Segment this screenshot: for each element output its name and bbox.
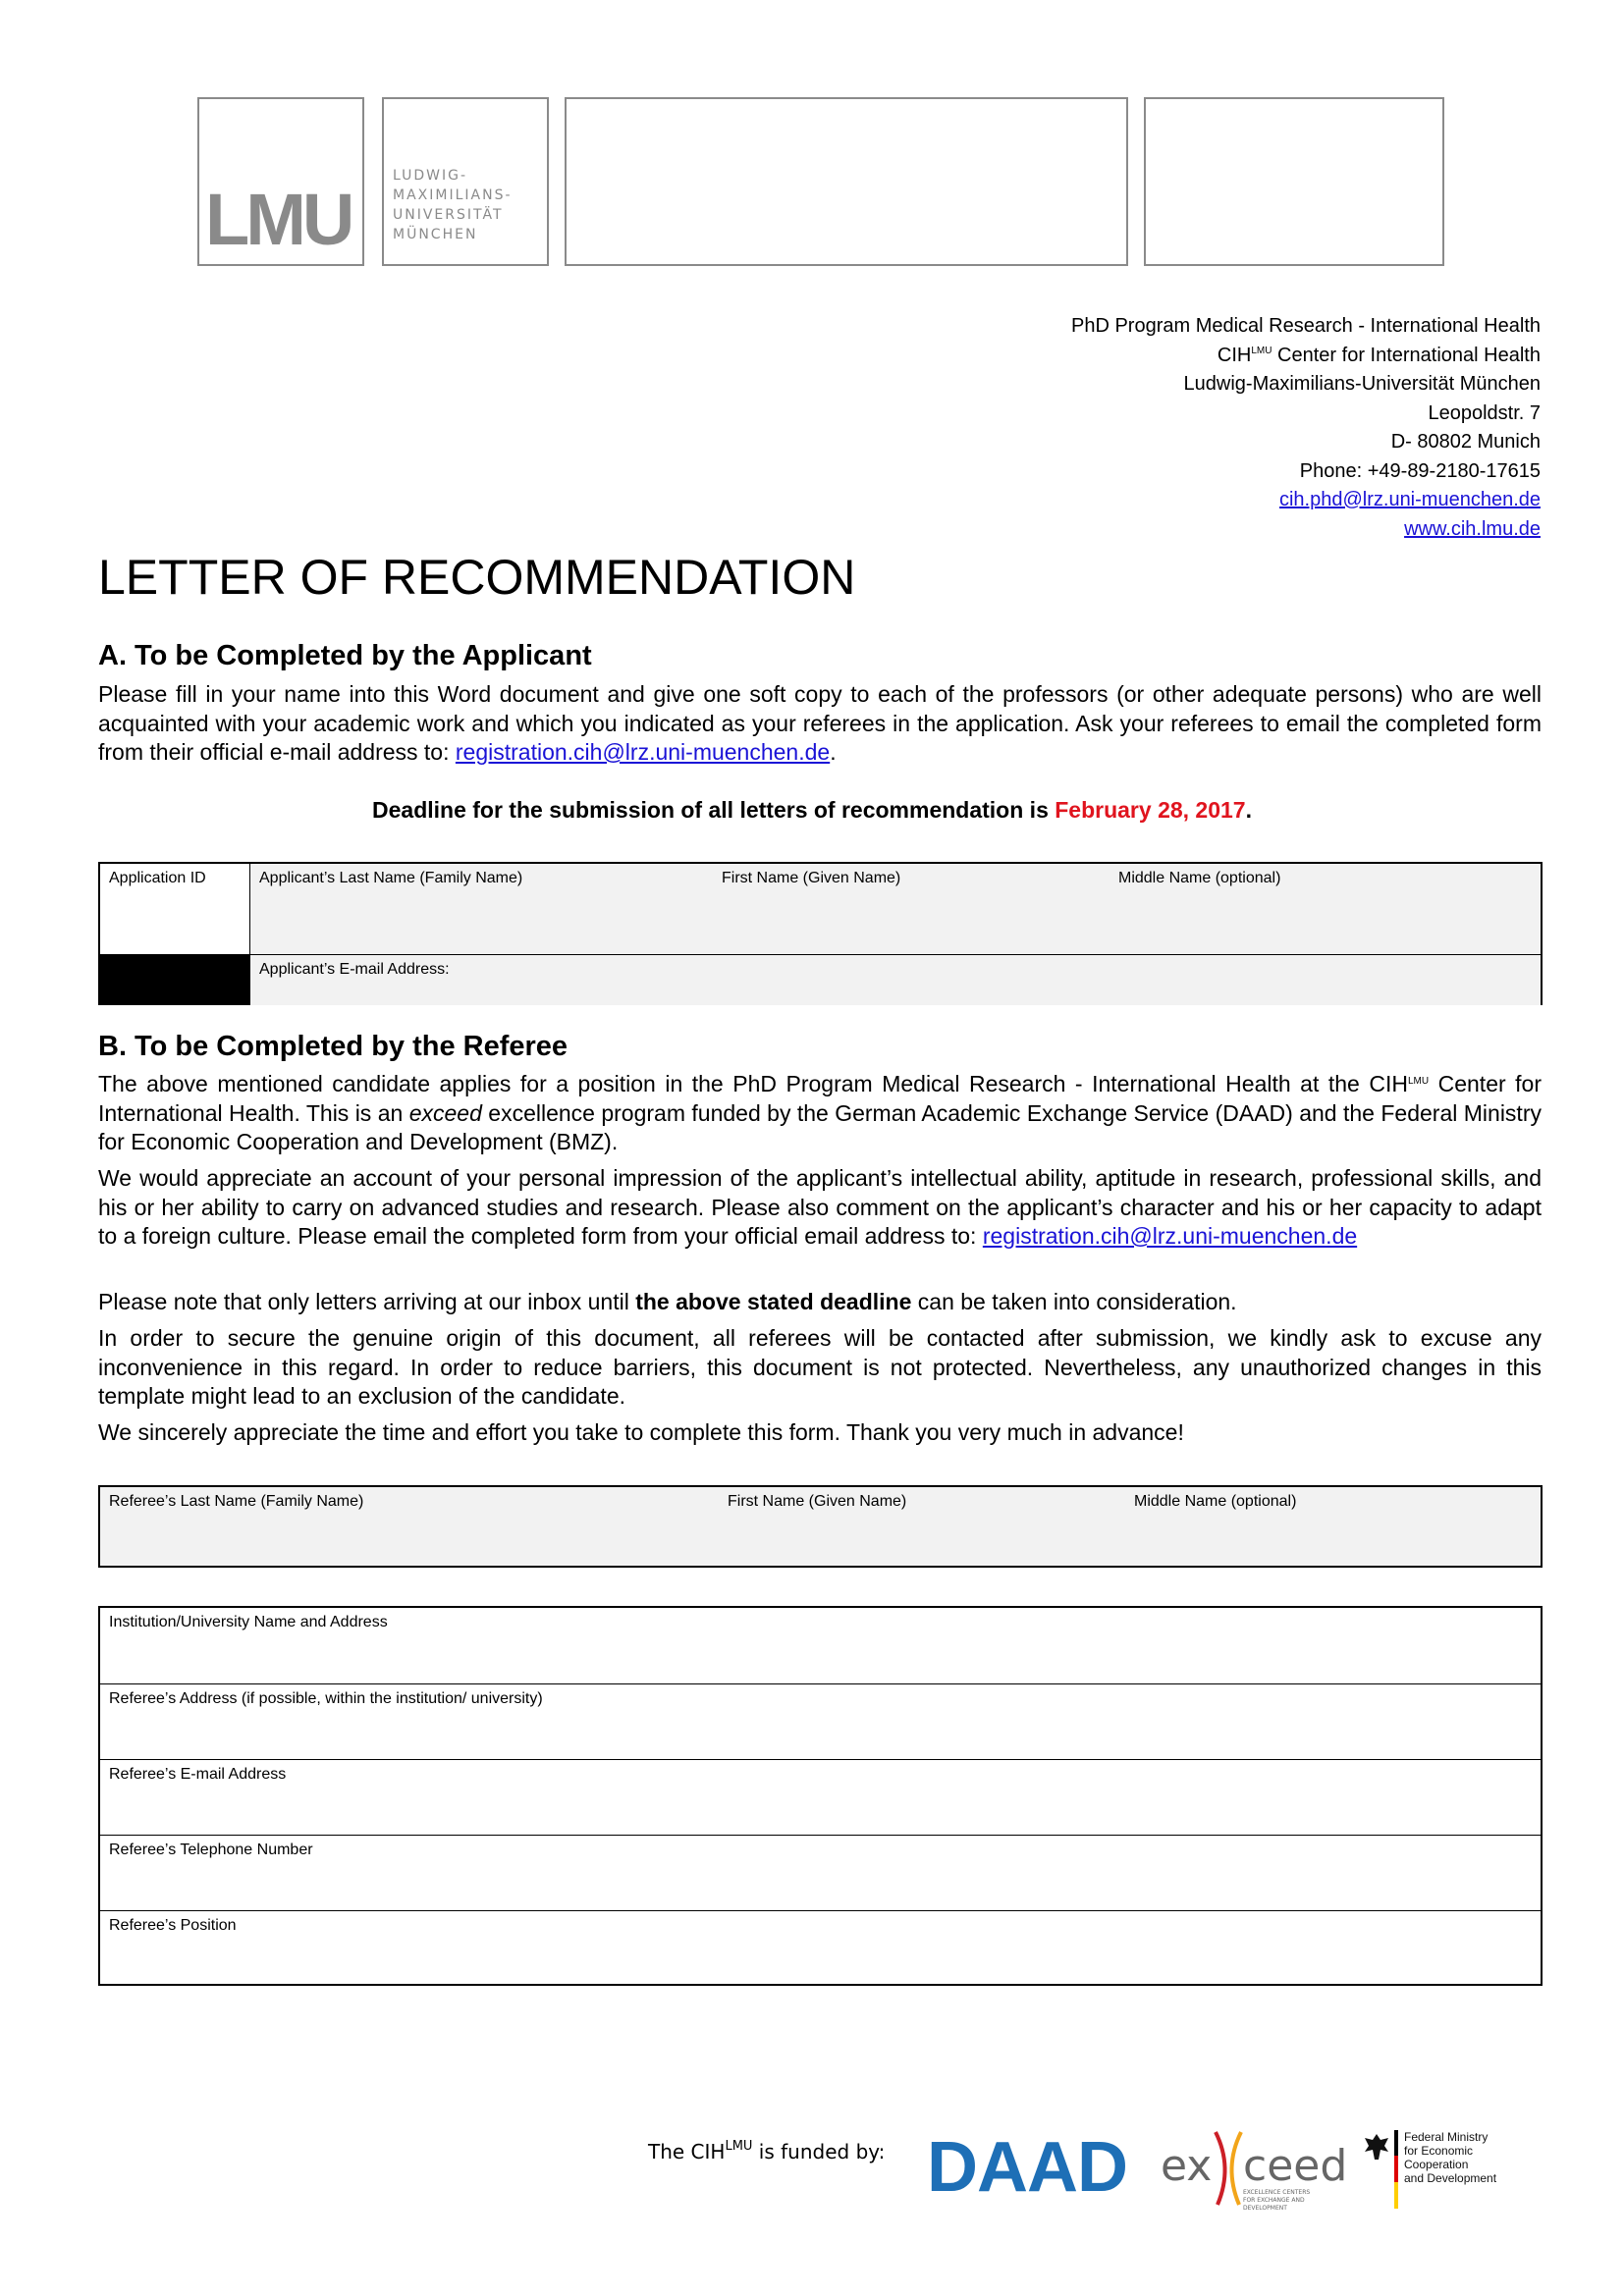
address-block [1071, 312, 1541, 544]
p3-bold: the above stated deadline [635, 1289, 912, 1314]
address-center [1071, 342, 1541, 371]
address-university: Ludwig-Maximilians-Universität München [1183, 373, 1541, 395]
section-a-intro [98, 680, 1542, 768]
application-id-blackout [100, 954, 249, 1005]
referee-last-name-label: Referee’s Last Name (Family Name) [109, 1493, 364, 1510]
exceed-logo-swoosh [1212, 2128, 1245, 2207]
p1-sup: LMU [1407, 1076, 1430, 1087]
referee-phone-label: Referee’s Telephone Number [109, 1842, 313, 1858]
logo-line: MÜNCHEN [393, 227, 478, 242]
section-b-paragraph-2 [98, 1164, 1542, 1252]
referee-details-form [98, 1606, 1543, 1986]
funded-sup: LMU [725, 2139, 753, 2154]
p4-text: In order to secure the genuine origin of this document, all referees will be contacted after submission, we kindly ask to excuse any inconvenience in this regard. In order to reduce barriers, this document is not protected. Nevertheless, any unauthorized changes in this template might lead to an exclusion of the candidate. [98, 1325, 1542, 1409]
lmu-logo-words [393, 166, 513, 244]
deadline-end: . [1245, 797, 1252, 823]
registration-email-link[interactable]: registration.cih@lrz.uni-muenchen.de [455, 739, 831, 765]
referee-middle-name-label: Middle Name (optional) [1134, 1493, 1297, 1510]
exceed-sub-line: FOR EXCHANGE AND DEVELOPMENT [1243, 2197, 1305, 2212]
p1-text-c: excellence program funded by the German Academic Exchange Service (DAAD) and the Federal Ministry for Economic Cooperation and Development (BMZ). [98, 1099, 1542, 1154]
referee-email-label: Referee’s E-mail Address [109, 1766, 287, 1783]
p3-text-b: can be taken into consideration. [911, 1289, 1237, 1314]
center-suffix: Center for International Health [1272, 344, 1541, 366]
bmz-logo [1363, 2128, 1540, 2211]
referee-first-name-label: First Name (Given Name) [728, 1493, 907, 1510]
applicant-first-name-label: First Name (Given Name) [722, 870, 901, 886]
referee-phone-field[interactable] [100, 1835, 1541, 1910]
referee-middle-name-field[interactable] [1125, 1487, 1541, 1566]
lmu-logo-mark [197, 97, 364, 266]
applicant-middle-name-label: Middle Name (optional) [1118, 870, 1281, 886]
applicant-last-name-label: Applicant’s Last Name (Family Name) [259, 870, 523, 886]
address-city: D- 80802 Munich [1390, 431, 1541, 453]
empty-logo-box-wide [565, 97, 1128, 266]
referee-email-link[interactable]: registration.cih@lrz.uni-muenchen.de [982, 1223, 1358, 1249]
bmz-line: for Economic Cooperation [1404, 2144, 1474, 2171]
referee-name-form [98, 1485, 1543, 1568]
address-email-link[interactable]: cih.phd@lrz.uni-muenchen.de [1278, 489, 1541, 510]
applicant-form [98, 862, 1543, 1005]
bmz-line: and Development [1404, 2171, 1497, 2185]
referee-position-label: Referee’s Position [109, 1917, 237, 1934]
center-sup: LMU [1251, 345, 1272, 356]
p3-text-a: Please note that only letters arriving at our inbox until [98, 1289, 636, 1314]
address-program: PhD Program Medical Research - International Health [1071, 315, 1541, 337]
section-b-heading: B. To be Completed by the Referee [98, 1031, 568, 1062]
applicant-email-field[interactable] [249, 954, 1541, 1005]
lmu-logo-wordmark [382, 97, 549, 266]
application-id-label: Application ID [109, 870, 206, 886]
intro-end: . [830, 739, 837, 765]
exceed-logo-text-a: ex [1161, 2141, 1213, 2191]
referee-address-field[interactable] [100, 1683, 1541, 1759]
p1-exceed: exceed [408, 1099, 482, 1126]
german-flag-bar [1394, 2130, 1398, 2209]
exceed-sub-line: EXCELLENCE CENTERS [1243, 2189, 1311, 2196]
referee-last-name-field[interactable] [100, 1487, 719, 1566]
logo-line: UNIVERSITÄT [393, 207, 504, 223]
address-street: Leopoldstr. 7 [1428, 401, 1541, 424]
p1-text-b: Center for International Health. This is an [98, 1071, 1542, 1126]
funded-by-text [648, 2140, 885, 2163]
deadline-date: February 28, 2017 [1055, 797, 1246, 823]
bmz-logo-text [1404, 2130, 1540, 2185]
referee-first-name-field[interactable] [719, 1487, 1125, 1566]
exceed-logo-text-b: ceed [1243, 2141, 1348, 2191]
intro-text: Please fill in your name into this Word document and give one soft copy to each of the professors (or other adequate persons) who are well acquainted with your academic work and which you indicated as your referees in the application. Ask your referees to email the completed form from their official e-mail address to: [98, 681, 1542, 765]
institution-field[interactable] [100, 1608, 1541, 1683]
section-b-paragraph-3 [98, 1288, 1542, 1317]
applicant-last-name-field[interactable] [249, 864, 713, 954]
exceed-logo-subtitle [1243, 2189, 1347, 2213]
deadline-notice [0, 797, 1624, 824]
funded-prefix: The CIH [648, 2140, 726, 2163]
section-a-heading: A. To be Completed by the Applicant [98, 640, 592, 671]
applicant-middle-name-field[interactable] [1110, 864, 1541, 954]
logo-line: MAXIMILIANS- [393, 187, 513, 203]
daad-logo: DAAD [927, 2128, 1127, 2207]
applicant-first-name-field[interactable] [713, 864, 1110, 954]
application-id-field[interactable] [100, 864, 249, 954]
address-phone: Phone: +49-89-2180-17615 [1299, 459, 1541, 482]
p2-text: We would appreciate an account of your personal impression of the applicant’s intellectual ability, aptitude in research, professional skills, and his or her ability to carry on advanced studies and research. Please also comment on the applicant’s character and his or her capacity to adapt to a foreign culture. Please email the completed form from your official email address to: [98, 1165, 1542, 1249]
address-web-link[interactable]: www.cih.lmu.de [1404, 517, 1541, 540]
section-b-paragraph-4 [98, 1324, 1542, 1412]
bmz-line: Federal Ministry [1404, 2130, 1489, 2144]
empty-logo-box-right [1144, 97, 1444, 266]
eagle-icon [1363, 2132, 1390, 2162]
deadline-text: Deadline for the submission of all letters of recommendation is [372, 797, 1056, 823]
funded-suffix: is funded by: [752, 2140, 886, 2163]
referee-position-field[interactable] [100, 1910, 1541, 1984]
referee-address-label: Referee’s Address (if possible, within the institution/ university) [109, 1690, 543, 1707]
p1-text-a: The above mentioned candidate applies for a position in the PhD Program Medical Research - International Health at the CIH [98, 1071, 1408, 1096]
page-title: LETTER OF RECOMMENDATION [98, 550, 856, 605]
section-b-paragraph-1 [98, 1070, 1542, 1157]
institution-label: Institution/University Name and Address [109, 1614, 388, 1630]
referee-email-field[interactable] [100, 1759, 1541, 1835]
center-prefix: CIH [1217, 344, 1252, 366]
logo-line: LUDWIG- [393, 168, 468, 184]
p5-text: We sincerely appreciate the time and effort you take to complete this form. Thank you very much in advance! [98, 1419, 1184, 1445]
exceed-logo [1161, 2128, 1347, 2215]
applicant-email-label: Applicant’s E-mail Address: [259, 961, 450, 978]
lmu-logo-text: LMU [205, 179, 352, 260]
section-b-paragraph-5 [98, 1418, 1542, 1448]
